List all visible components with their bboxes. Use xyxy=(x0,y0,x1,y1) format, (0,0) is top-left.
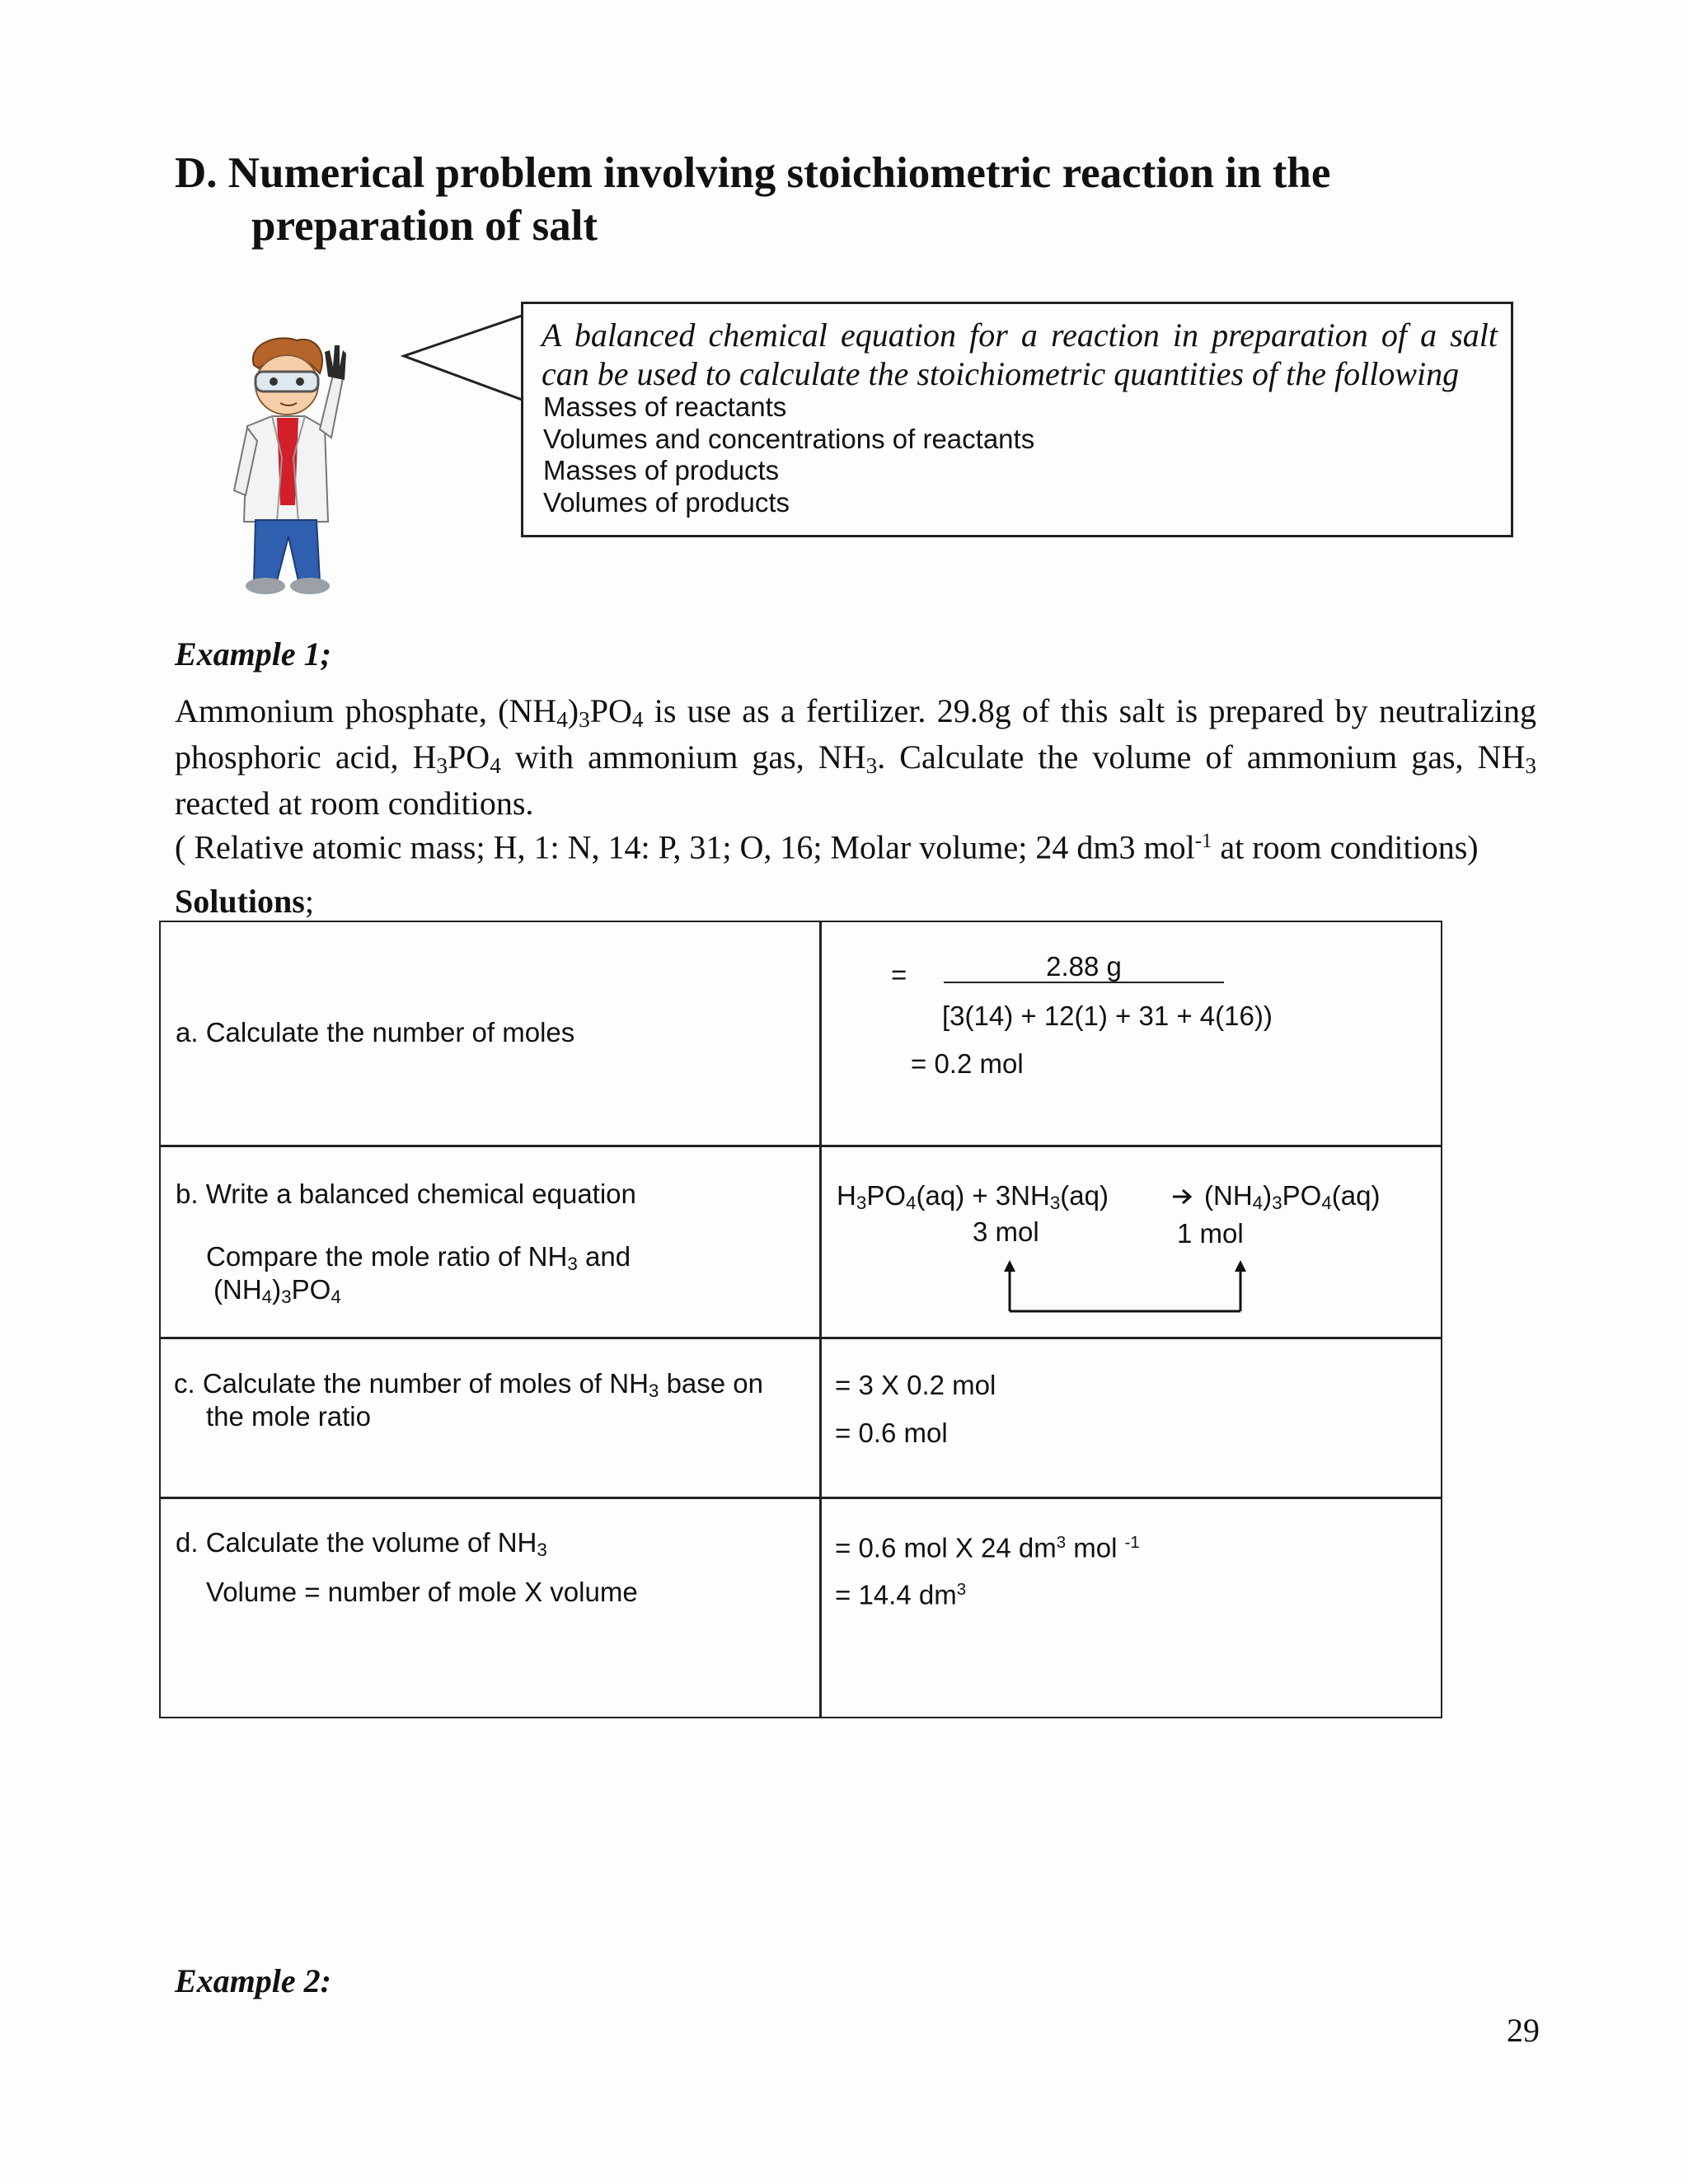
mol-left: 3 mol xyxy=(973,1216,1039,1247)
step-a-denominator: [3(14) + 12(1) + 31 + 4(16)) xyxy=(942,1001,1273,1031)
step-a-label: a. Calculate the number of moles xyxy=(176,1017,575,1047)
mole-ratio-bracket xyxy=(1001,1258,1249,1316)
step-a-equals: = xyxy=(891,959,907,990)
section-heading: D. Numerical problem involving stoichiometric reaction in the xyxy=(175,149,1331,197)
table-column-divider xyxy=(819,922,822,1717)
step-c-result: = 0.6 mol xyxy=(835,1418,948,1448)
callout-list-item: Volumes and concentrations of reactants xyxy=(543,423,1035,454)
table-row-divider xyxy=(161,1145,1441,1147)
problem-line: ( Relative atomic mass; H, 1: N, 14: P, 31; O, 16; Molar volume; 24 dm3 mol$^{-1}$ at room conditions) xyxy=(175,828,1479,866)
page-number: 29 xyxy=(1507,2012,1540,2049)
callout-intro xyxy=(542,316,1498,393)
step-a-numerator: 2.88 g xyxy=(944,952,1224,983)
problem-line: phosphoric acid, $H_3PO_4$ with ammonium gas, $NH_3$. Calculate the volume of ammonium gas, $NH_3$ xyxy=(175,738,1536,778)
step-a-result: = 0.2 mol xyxy=(911,1048,1024,1079)
callout-intro-line: can be used to calculate the stoichiometric quantities of the following xyxy=(542,355,1460,392)
scientist-illustration xyxy=(223,334,346,598)
step-b-compare: Compare the mole ratio of $NH_3$ and xyxy=(206,1241,631,1274)
callout-list xyxy=(543,391,1034,518)
mol-right: 1 mol xyxy=(1177,1218,1244,1249)
problem-statement xyxy=(175,692,1536,867)
solutions-label: Solutions; xyxy=(175,883,314,920)
solution-table xyxy=(159,921,1442,1718)
callout-list-item: Masses of products xyxy=(543,455,780,485)
speech-bubble-pointer xyxy=(401,313,526,404)
step-c-label-cont: the mole ratio xyxy=(206,1401,371,1432)
section-heading-continued: preparation of salt xyxy=(251,202,598,250)
table-row-divider xyxy=(161,1337,1441,1339)
example-1-heading: Example 1; xyxy=(175,635,331,673)
callout-list-item: Volumes of products xyxy=(543,486,790,518)
step-b-compare-cont: $(NH_4)_3PO_4$ xyxy=(213,1274,341,1307)
step-d-label: d. Calculate the volume of $NH_3$ xyxy=(176,1527,547,1560)
step-d-formula: Volume = number of mole X volume xyxy=(206,1577,638,1607)
callout-intro-line: A balanced chemical equation for a reaction in preparation of a salt xyxy=(542,316,1498,354)
step-c-label: c. Calculate the number of moles of $NH_3$ base on xyxy=(174,1368,764,1401)
callout-box xyxy=(521,302,1513,537)
callout-list-item: Masses of reactants xyxy=(543,391,787,422)
step-d-work: = 0.6 mol X 24 $dm^3$ mol $^{-1}$ xyxy=(835,1532,1140,1563)
problem-line: Ammonium phosphate, $(NH_4)_3PO_4$ is use as a fertilizer. 29.8g of this salt is prepared by neutralizing xyxy=(175,692,1536,732)
problem-line: reacted at room conditions. xyxy=(175,784,534,822)
product-formula: $(NH_4)_3PO_4(aq)$ xyxy=(1204,1180,1381,1213)
step-c-work: = 3 X 0.2 mol xyxy=(835,1370,996,1400)
example-2-heading: Example 2: xyxy=(175,1962,331,1999)
step-d-result: = 14.4 $dm^3$ xyxy=(835,1579,967,1610)
balanced-equation: $H_3PO_4(aq) + 3NH_3(aq)$ xyxy=(837,1180,1109,1213)
table-row-divider xyxy=(161,1497,1441,1499)
step-b-label: b. Write a balanced chemical equation xyxy=(176,1179,636,1209)
